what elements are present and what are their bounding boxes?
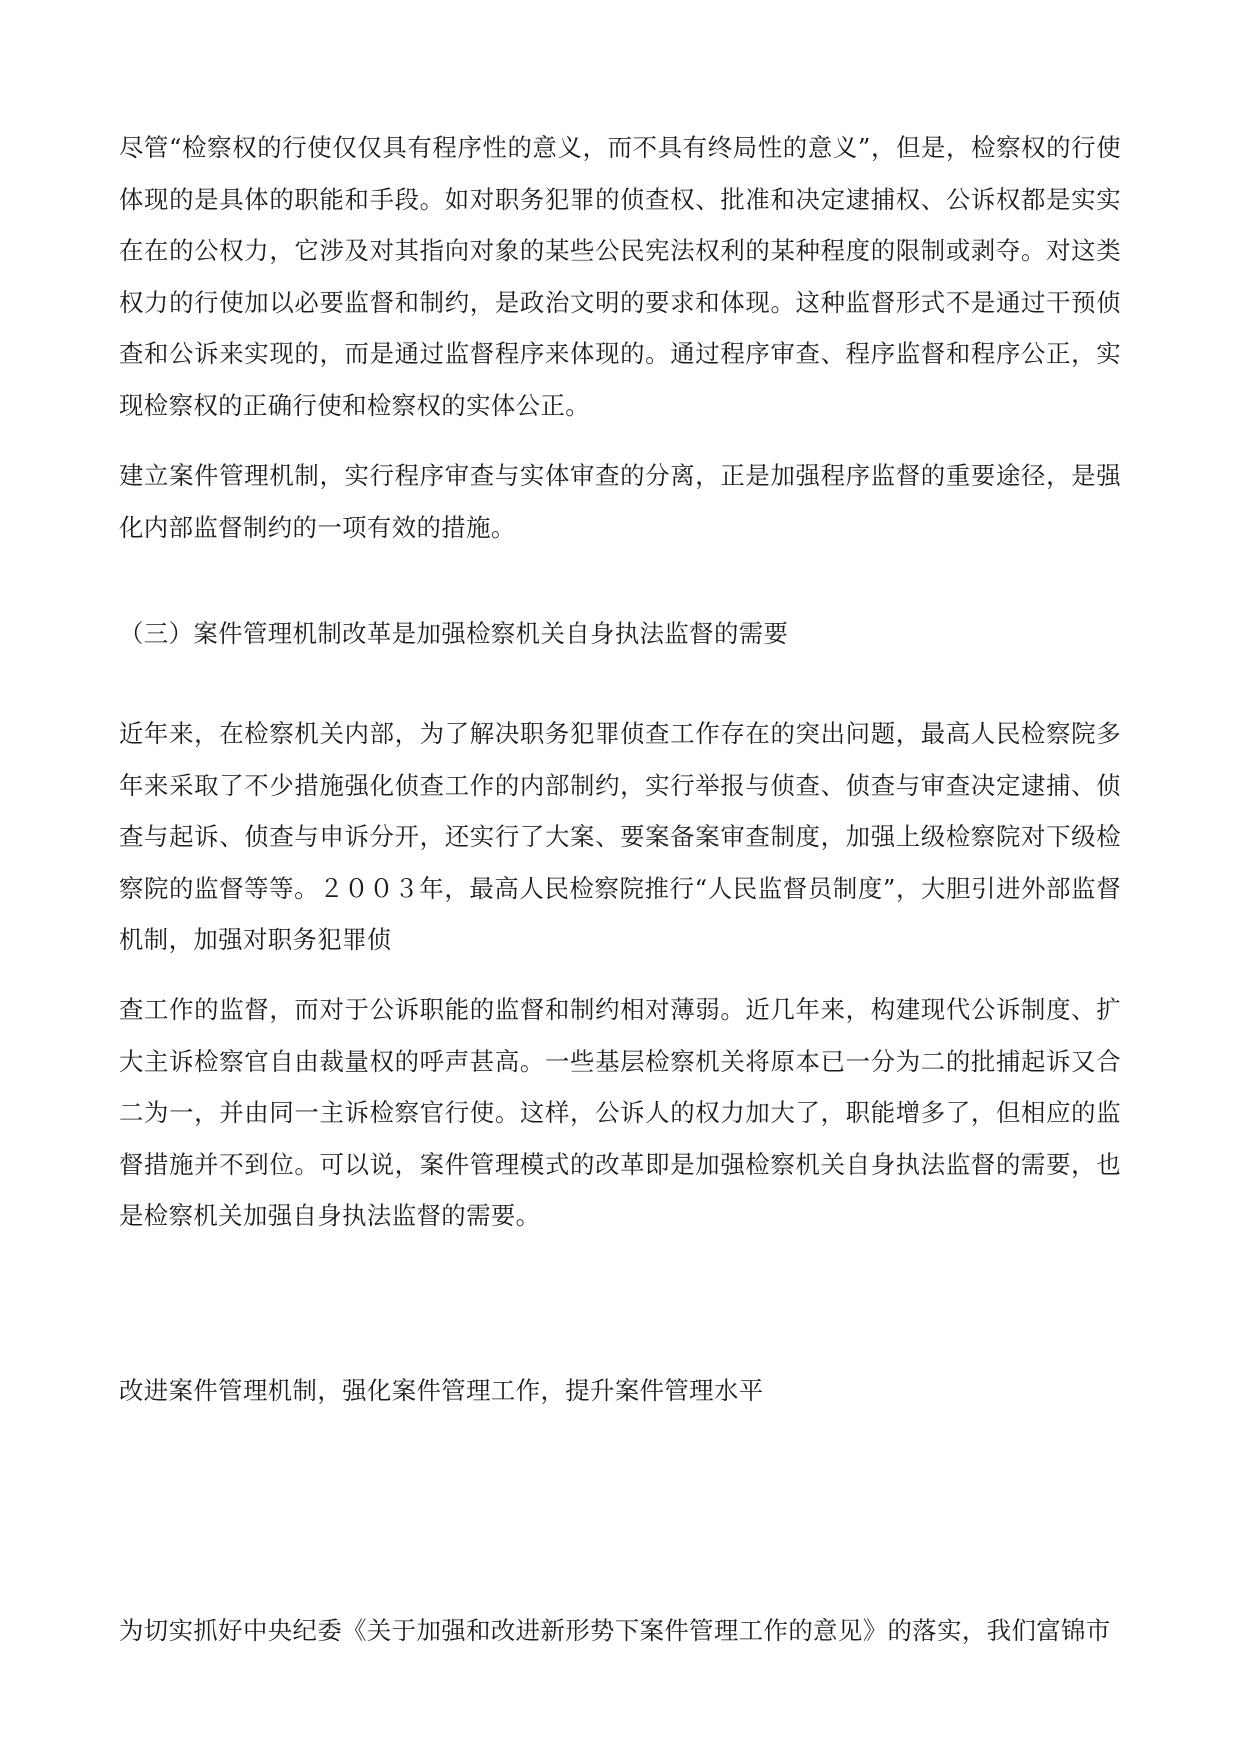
paragraph-case-management-mechanism: 建立案件管理机制，实行程序审查与实体审查的分离，正是加强程序监督的重要途径，是强化内部监督制约的一项有效的措施。 (119, 461, 1121, 542)
section-heading-improve-case-management: 改进案件管理机制，强化案件管理工作，提升案件管理水平 (119, 1376, 764, 1405)
paragraph-prosecution-supervision: 查工作的监督，而对于公诉职能的监督和制约相对薄弱。近几年来，构建现代公诉制度、扩大主诉检察官自由裁量权的呼声甚高。一些基层检察机关将原本已一分为二的批捕起诉又合二为一，并由同一主诉检察官行使。这样，公诉人的权力加大了，职能增多了，但相应的监督措施并不到位。可以说，案件管理模式的改革即是加强检察机关自身执法监督的需要，也是检察机关加强自身执法监督的需要。 (119, 995, 1121, 1230)
paragraph-implementation: 为切实抓好中央纪委《关于加强和改进新形势下案件管理工作的意见》的落实，我们富锦市 (119, 1616, 1111, 1645)
section-heading-3: （三）案件管理机制改革是加强检察机关自身执法监督的需要 (119, 619, 789, 648)
paragraph-procedural-supervision: 尽管“检察权的行使仅仅具有程序性的意义，而不具有终局性的意义”，但是，检察权的行使体现的是具体的职能和手段。如对职务犯罪的侦查权、批准和决定逮捕权、公诉权都是实实在在的公权力，它涉及对其指向对象的某些公民宪法权利的某种程度的限制或剥夺。对这类权力的行使加以必要监督和制约，是政治文明的要求和体现。这种监督形式不是通过干预侦查和公诉来实现的，而是通过监督程序来体现的。通过程序审查、程序监督和程序公正，实现检察权的正确行使和检察权的实体公正。 (119, 133, 1121, 420)
paragraph-internal-supervision: 近年来，在检察机关内部，为了解决职务犯罪侦查工作存在的突出问题，最高人民检察院多年来采取了不少措施强化侦查工作的内部制约，实行举报与侦查、侦查与审查决定逮捕、侦查与起诉、侦查与申诉分开，还实行了大案、要案备案审查制度，加强上级检察院对下级检察院的监督等等。２００３年，最高人民检察院推行“人民监督员制度”，大胆引进外部监督机制，加强对职务犯罪侦 (119, 719, 1121, 954)
